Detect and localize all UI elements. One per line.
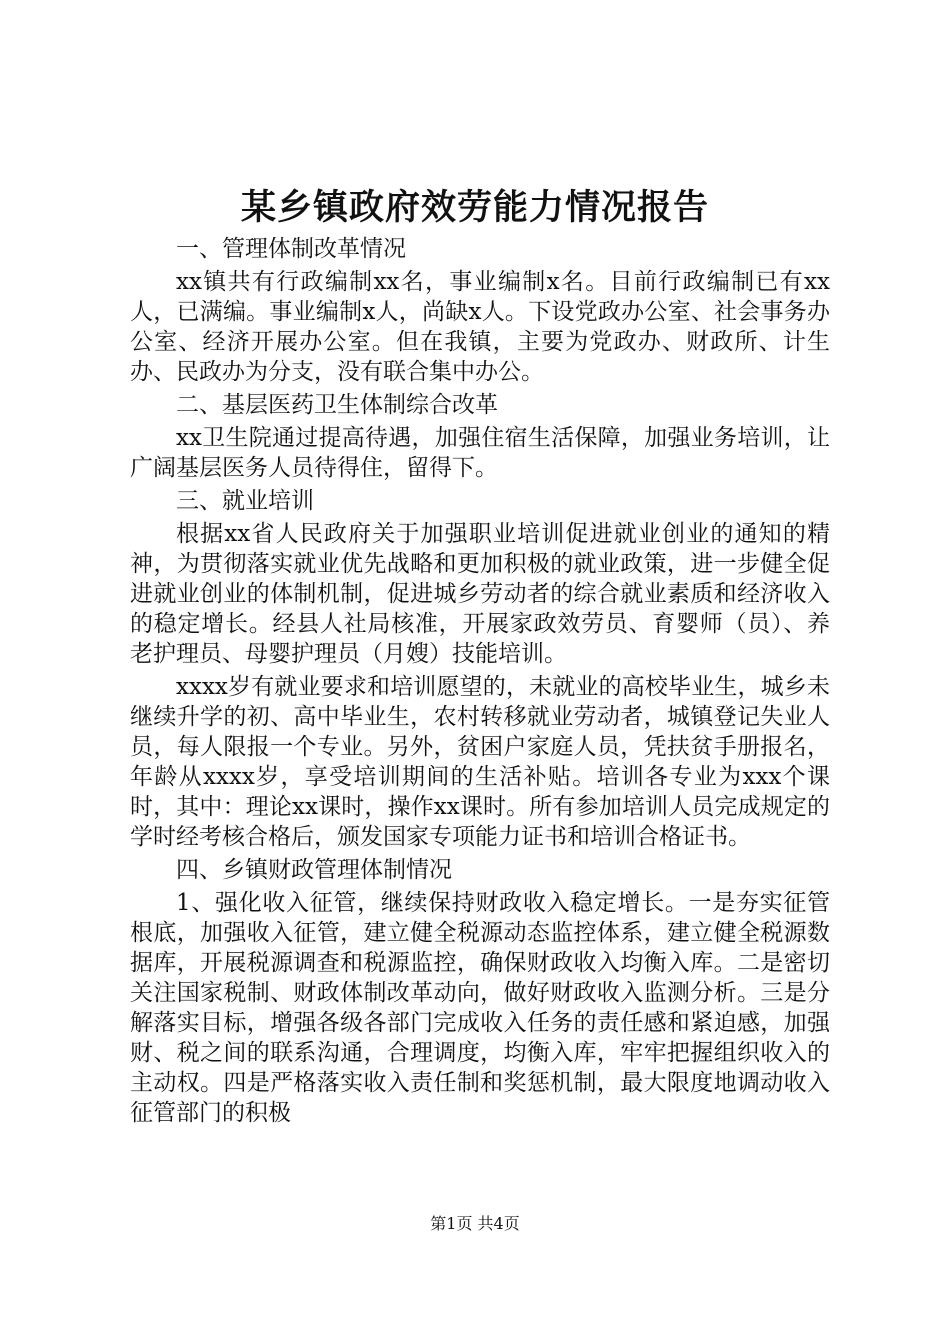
section-heading: 三、就业培训 — [176, 488, 314, 514]
body-paragraph: 1、强化收入征管，继续保持财政收入稳定增长。一是夯实征管根底，加强收入征管，建立健全税源动态监控体系，建立健全税源数据库，开展税源调查和税源监控，确保财政收入均衡入库。二是密切关注国家税制、财政体制改革动向，做好财政收入监测分析。三是分解落实目标，增强各级各部门完成收入任务的责任感和紧迫感，加强财、税之间的联系沟通，合理调度，均衡入库，牢牢把握组织收入的主动权。四是严格落实收入责任制和奖惩机制，最大限度地调动收入征管部门的积极 — [130, 890, 830, 1126]
section-heading: 一、管理体制改革情况 — [176, 236, 406, 262]
document-body — [130, 234, 830, 1131]
body-paragraph: xx镇共有行政编制xx名，事业编制x名。目前行政编制已有xx人，已满编。事业编制x人，尚缺x人。下设党政办公室、社会事务办公室、经济开展办公室。但在我镇，主要为党政办、财政所、计生办、民政办为分支，没有联合集中办公。 — [130, 269, 830, 385]
body-paragraph: xxxx岁有就业要求和培训愿望的，未就业的高校毕业生，城乡未继续升学的初、高中毕业生，农村转移就业劳动者，城镇登记失业人员，每人限报一个专业。另外，贫困户家庭人员，凭扶贫手册报名，年龄从xxxx岁，享受培训期间的生活补贴。培训各专业为xxx个课时，其中：理论xx课时，操作xx课时。所有参加培训人员完成规定的学时经考核合格后，颁发国家专项能力证书和培训合格证书。 — [130, 674, 830, 850]
section-heading: 四、乡镇财政管理体制情况 — [176, 857, 452, 883]
section-heading: 二、基层医药卫生体制综合改革 — [176, 392, 498, 418]
body-paragraph: xx卫生院通过提高待遇，加强住宿生活保障，加强业务培训，让广阔基层医务人员待得住，留得下。 — [130, 425, 830, 481]
document-title: 某乡镇政府效劳能力情况报告 — [240, 187, 709, 228]
body-paragraph: 根据xx省人民政府关于加强职业培训促进就业创业的通知的精神，为贯彻落实就业优先战略和更加积极的就业政策，进一步健全促进就业创业的体制机制，促进城乡劳动者的综合就业素质和经济收入的稳定增长。经县人社局核准，开展家政效劳员、育婴师（员）、养老护理员、母婴护理员（月嫂）技能培训。 — [130, 521, 830, 667]
page-number-footer: 第1页 共4页 — [430, 1214, 520, 1233]
